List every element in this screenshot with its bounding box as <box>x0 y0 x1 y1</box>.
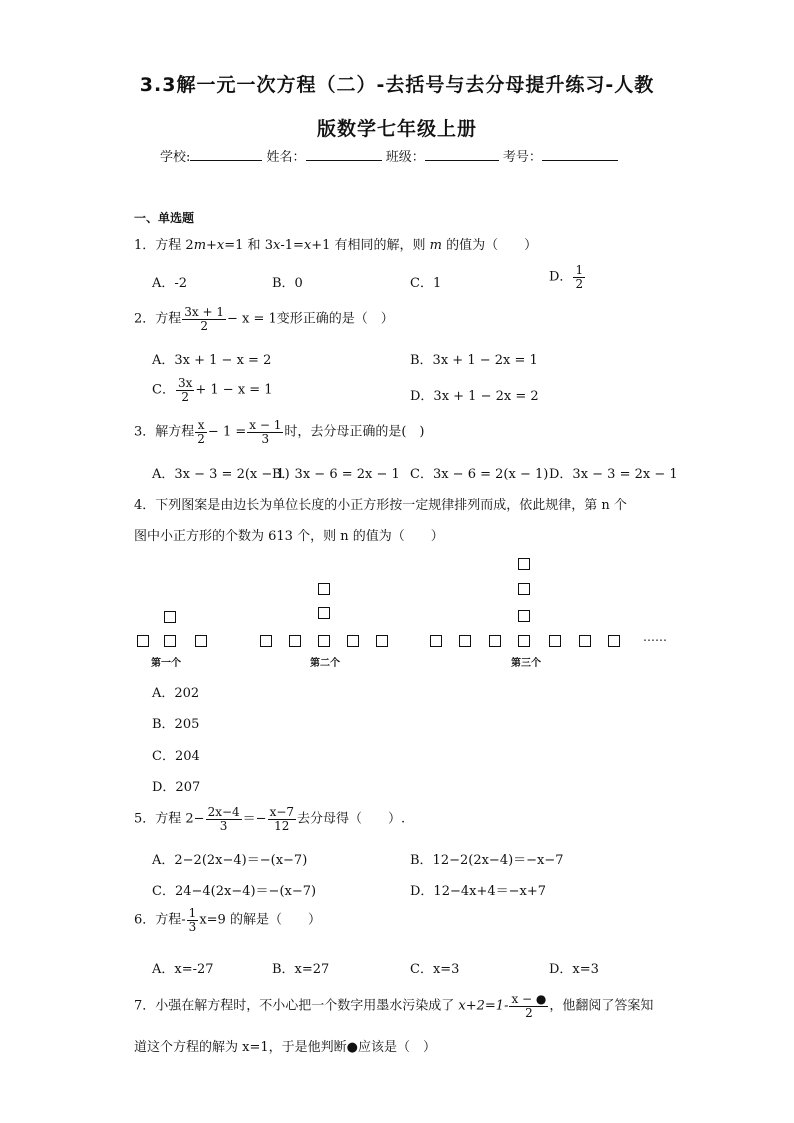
figure-label-2: 第二个 <box>310 658 340 669</box>
q6-option-c[interactable]: C．x=3 <box>410 962 460 977</box>
figure-square <box>518 610 530 622</box>
q2-option-d[interactable]: D．3x + 1 − 2x = 2 <box>410 389 539 404</box>
q1-option-b[interactable]: B．0 <box>272 276 303 291</box>
title-line-1: 3.3解一元一次方程（二）-去括号与去分母提升练习-人教 <box>139 74 655 96</box>
figure-square <box>318 583 330 595</box>
q1-option-c[interactable]: C．1 <box>410 276 442 291</box>
figure-square <box>376 635 388 647</box>
q5-option-d[interactable]: D．12−4x+4＝−x+7 <box>410 884 547 899</box>
figure-square <box>459 635 471 647</box>
school-blank[interactable] <box>190 148 262 161</box>
figure-square <box>549 635 561 647</box>
figure-square <box>518 558 530 570</box>
figure-square <box>289 635 301 647</box>
section-heading: 一、单选题 <box>134 211 195 225</box>
class-label: 班级： <box>385 150 425 165</box>
figure-ellipsis: …… <box>643 630 667 644</box>
figure-square <box>518 635 530 647</box>
question-4-stem-line-2: 图中小正方形的个数为 613 个，则 n 的值为（ ） <box>134 529 444 544</box>
title-line-2: 版数学七年级上册 <box>316 118 477 140</box>
question-5-stem: 5．方程 2− $\frac{2x-4}{3}$ ＝− $\frac{x-7}{12}$ 去分母得（ ）. <box>134 805 406 833</box>
figure-square <box>608 635 620 647</box>
question-2-stem: 2．方程 $\frac{3x + 1}{2}$ − x = 1变形正确的是（ ） <box>134 305 394 333</box>
q6-option-a[interactable]: A．x=-27 <box>152 962 214 977</box>
exam-no-label: 考号： <box>502 150 542 165</box>
q6-option-d[interactable]: D．x=3 <box>549 962 599 977</box>
figure-square <box>137 635 149 647</box>
q2-option-a[interactable]: A．3x + 1 − x = 2 <box>152 353 272 368</box>
q5-option-a[interactable]: A．2−2(2x−4)＝−(x−7) <box>152 853 308 868</box>
question-1-stem: 1．方程 2m+x=1 和 3x-1=x+1 有相同的解，则 m 的值为（ ） <box>134 238 538 253</box>
school-label: 学校: <box>160 150 191 165</box>
q1-option-d[interactable]: D． $\frac{1}{2}$ <box>549 263 584 291</box>
q3-option-c[interactable]: C．3x − 6 = 2(x − 1) <box>410 467 549 482</box>
q4-option-d[interactable]: D．207 <box>152 780 201 795</box>
q2-option-b[interactable]: B．3x + 1 − 2x = 1 <box>410 353 538 368</box>
question-4-stem-line-1: 4．下列图案是由边长为单位长度的小正方形按一定规律排列而成，依此规律，第 n 个 <box>134 498 627 513</box>
q2-option-c[interactable]: C． $\frac{3x}{2}$ + 1 − x = 1 <box>152 376 273 404</box>
figure-square <box>195 635 207 647</box>
figure-square <box>347 635 359 647</box>
q3-option-a[interactable]: A．3x − 3 = 2(x − 1) <box>152 467 290 482</box>
q4-option-a[interactable]: A．202 <box>152 686 200 701</box>
q3-option-d[interactable]: D．3x − 3 = 2x − 1 <box>549 467 678 482</box>
q5-option-c[interactable]: C．24−4(2x−4)＝−(x−7) <box>152 884 317 899</box>
question-7-stem-line-2: 道这个方程的解为 x=1，于是他判断●应该是（ ） <box>134 1040 436 1055</box>
figure-label-1: 第一个 <box>151 658 181 669</box>
figure-square <box>430 635 442 647</box>
q4-option-b[interactable]: B．205 <box>152 717 200 732</box>
q3-option-b[interactable]: B．3x − 6 = 2x − 1 <box>272 467 400 482</box>
figure-square <box>318 635 330 647</box>
figure-square <box>260 635 272 647</box>
exam-no-blank[interactable] <box>542 148 618 161</box>
figure-label-3: 第三个 <box>511 658 541 669</box>
question-7-stem-line-1: 7．小强在解方程时，不小心把一个数字用墨水污染成了 x+2=1- $\frac{x - ●}{2}$ ，他翻阅了答案知 <box>134 992 654 1020</box>
q6-option-b[interactable]: B．x=27 <box>272 962 330 977</box>
question-6-stem: 6．方程- $\frac{1}{3}$ x=9 的解是（ ） <box>134 906 321 934</box>
q1-option-a[interactable]: A．-2 <box>152 276 188 291</box>
student-info <box>160 146 618 165</box>
figure-square <box>318 607 330 619</box>
q5-option-b[interactable]: B．12−2(2x−4)＝−x−7 <box>410 853 564 868</box>
figure-square <box>518 583 530 595</box>
name-label: 姓名： <box>266 150 306 165</box>
figure-square <box>164 611 176 623</box>
figure-square <box>489 635 501 647</box>
q4-option-c[interactable]: C．204 <box>152 749 200 764</box>
question-3-stem: 3．解方程 $\frac{x}{2}$ − 1 = $\frac{x - 1}{3}$ 时，去分母正确的是( ) <box>134 418 425 446</box>
figure-square <box>164 635 176 647</box>
class-blank[interactable] <box>425 148 499 161</box>
figure-square <box>579 635 591 647</box>
name-blank[interactable] <box>306 148 382 161</box>
